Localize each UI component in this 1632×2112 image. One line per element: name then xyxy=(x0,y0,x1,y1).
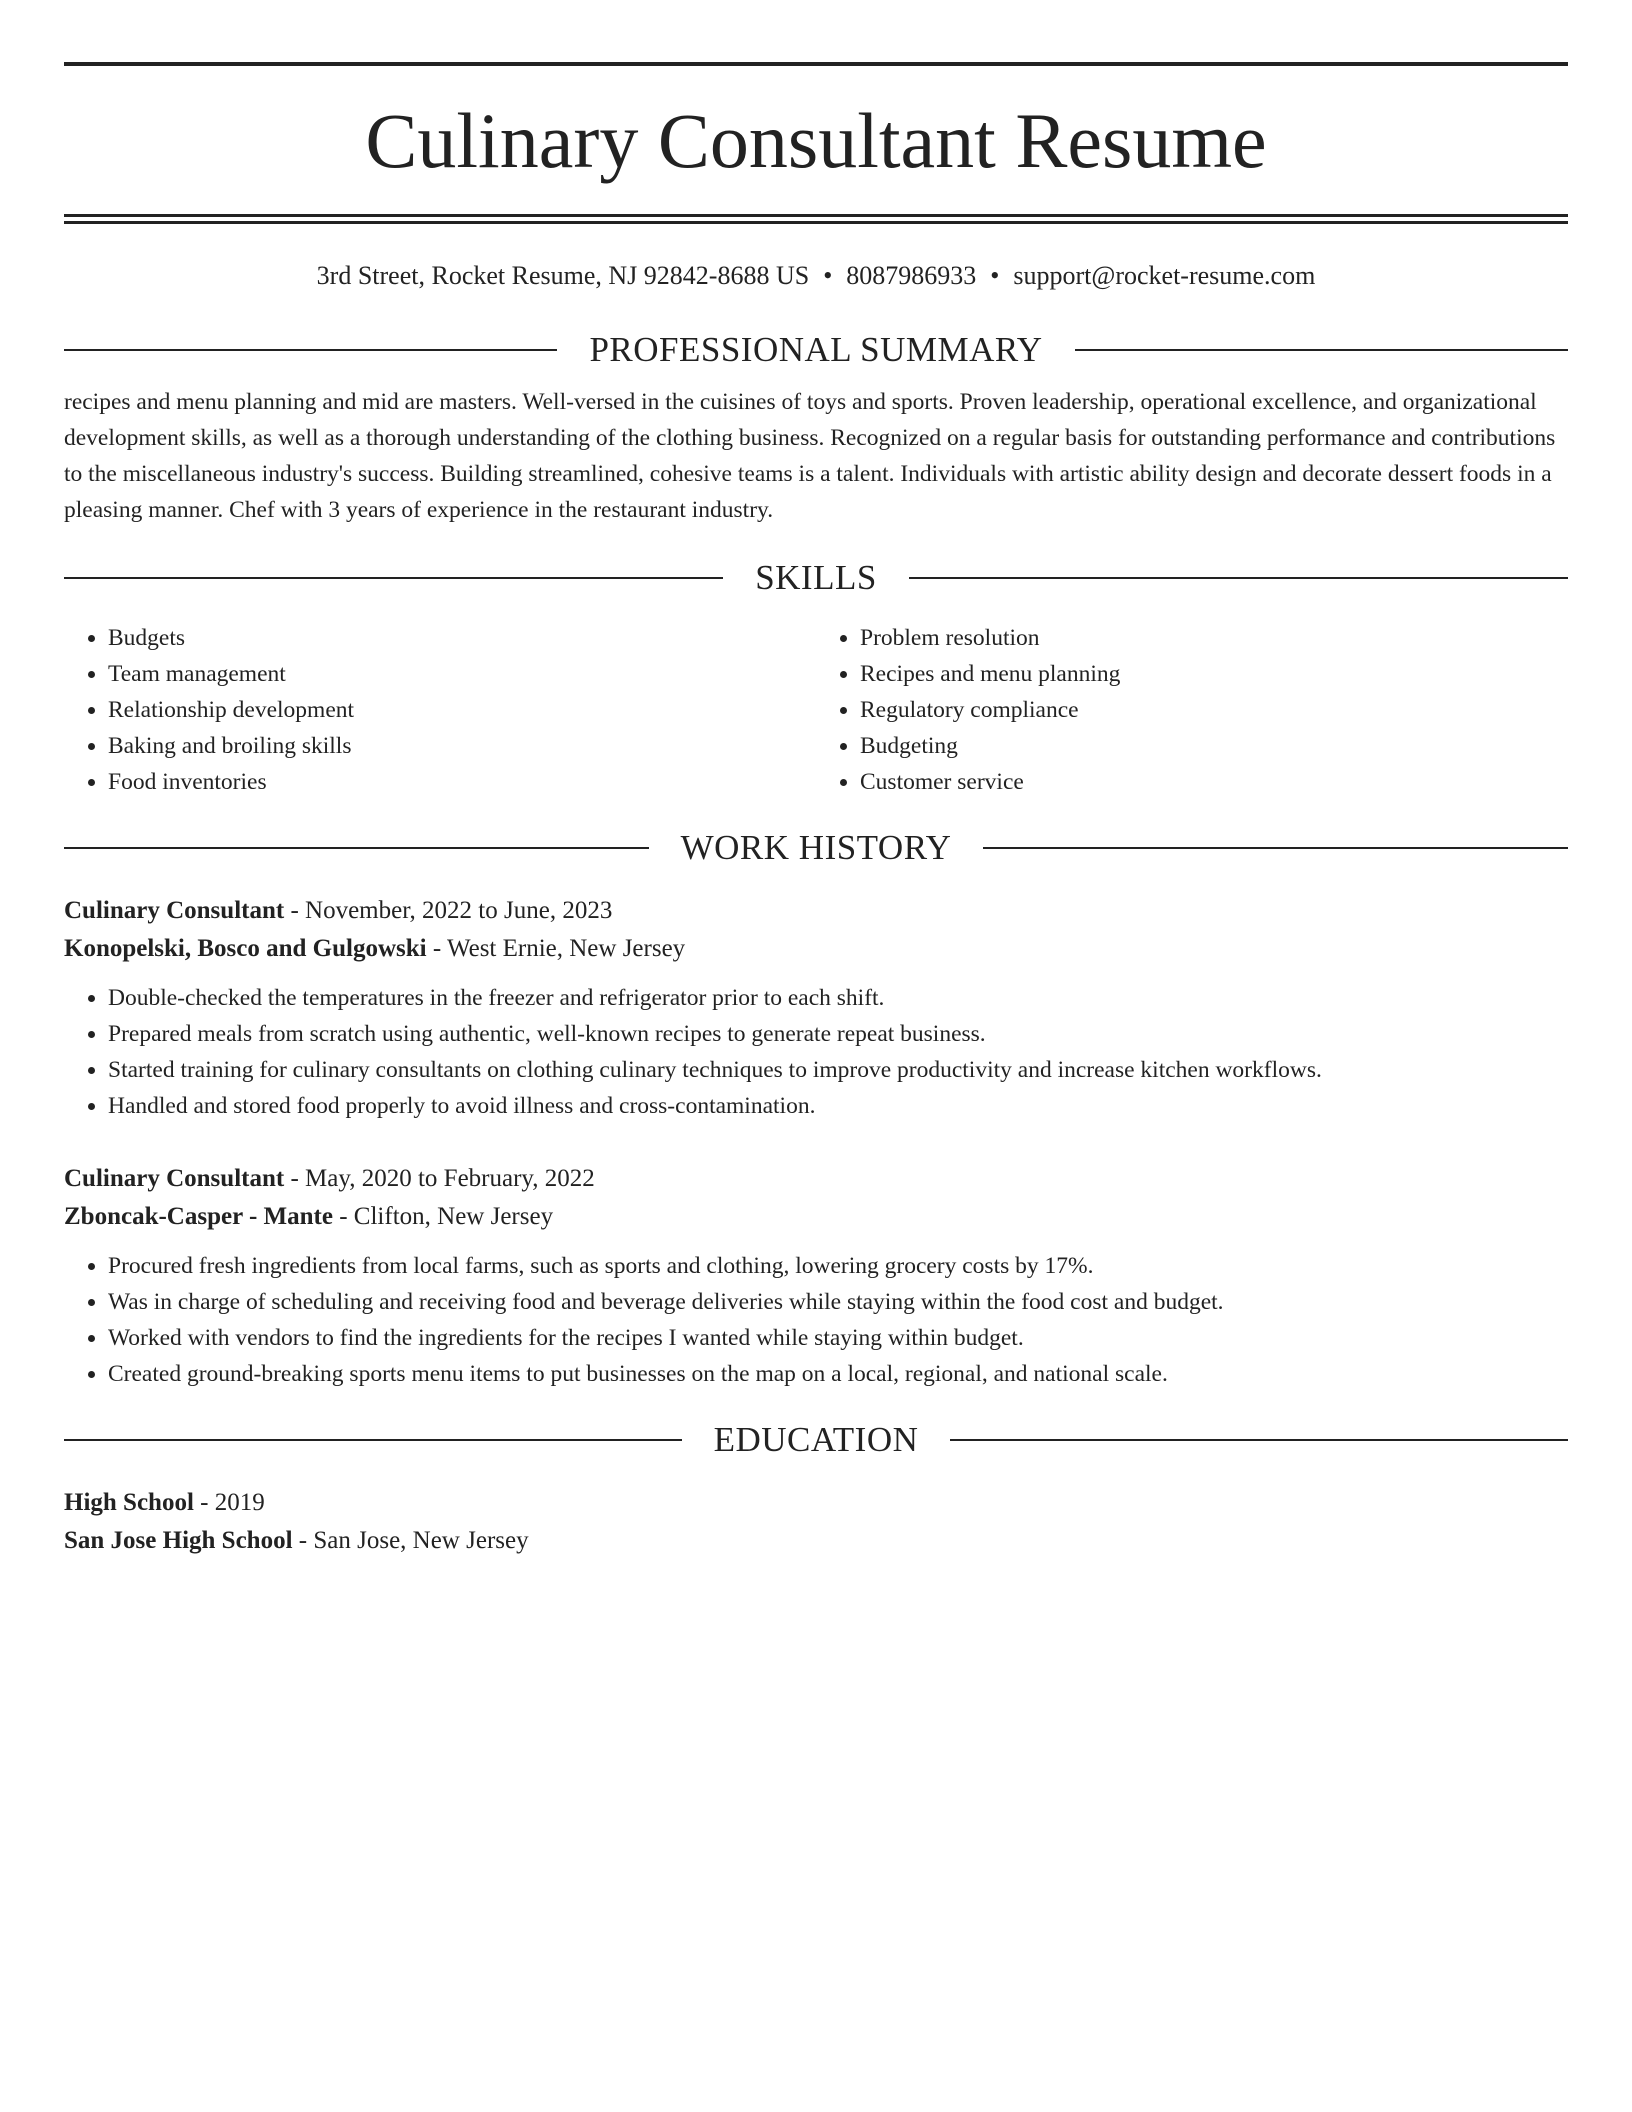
job-title-line xyxy=(64,1160,1568,1198)
summary-text: recipes and menu planning and mid are masters. Well-versed in the cuisines of toys and sports. Proven leadership, operational excellence, and organizational development skills, as well as a thorough understanding of the clothing business. Recognized on a regular basis for outstanding performance and contributions to the miscellaneous industry's success. Building streamlined, cohesive teams is a talent. Individuals with artistic ability design and decorate dessert foods in a pleasing manner. Chef with 3 years of experience in the restaurant industry. xyxy=(64,389,1556,523)
education-degree: High School xyxy=(64,1489,194,1516)
heading-rule-left xyxy=(64,349,557,351)
heading-rule-right xyxy=(909,577,1568,579)
job-bullet: • Worked with vendors to find the ingredients for the recipes I wanted while staying within budget. xyxy=(108,1320,1568,1356)
skills-column-left xyxy=(64,620,816,800)
work-heading: WORK HISTORY xyxy=(680,828,952,867)
resume-title: Culinary Consultant Resume xyxy=(365,97,1267,184)
job-bullet: • Procured fresh ingredients from local farms, such as sports and clothing, lowering grocery costs by 17%. xyxy=(108,1248,1568,1284)
job-bullet: • Created ground-breaking sports menu items to put businesses on the map on a local, regional, and national scale. xyxy=(108,1356,1568,1392)
education-year: - 2019 xyxy=(193,1489,265,1516)
education-entry xyxy=(64,1484,1568,1560)
job-bullet: • Handled and stored food properly to avoid illness and cross-contamination. xyxy=(108,1088,1568,1124)
education-school: San Jose High School xyxy=(64,1527,293,1554)
contact-phone: 8087986933 xyxy=(846,261,977,290)
job-bullet: • Started training for culinary consultants on clothing culinary techniques to improve productivity and increase kitchen workflows. xyxy=(108,1052,1568,1088)
summary-heading: PROFESSIONAL SUMMARY xyxy=(589,330,1043,369)
job-company-line xyxy=(64,930,1568,968)
contact-address: 3rd Street, Rocket Resume, NJ 92842-8688 US xyxy=(316,261,810,290)
heading-rule-right xyxy=(950,1439,1568,1441)
heading-rule-left xyxy=(64,847,649,849)
skills-heading: SKILLS xyxy=(755,558,877,597)
heading-rule-right xyxy=(1075,349,1568,351)
skill-item: • Problem resolution xyxy=(860,620,1568,656)
job-dates: - May, 2020 to February, 2022 xyxy=(284,1165,595,1192)
job-bullet: • Was in charge of scheduling and receiving food and beverage deliveries while staying within the food cost and budget. xyxy=(108,1284,1568,1320)
job-entry xyxy=(64,1160,1568,1392)
job-entry xyxy=(64,892,1568,1124)
job-location: - Clifton, New Jersey xyxy=(332,1203,554,1230)
job-bullets xyxy=(64,1248,1568,1392)
skill-item: • Regulatory compliance xyxy=(860,692,1568,728)
contact-separator: • xyxy=(823,261,833,290)
education-location: - San Jose, New Jersey xyxy=(292,1527,529,1554)
skills-list xyxy=(64,620,1568,800)
skills-column-right xyxy=(816,620,1568,800)
heading-rule-right xyxy=(983,847,1568,849)
job-title-line xyxy=(64,892,1568,930)
job-company: Konopelski, Bosco and Gulgowski xyxy=(64,935,427,962)
education-school-line xyxy=(64,1522,1568,1560)
education-degree-line xyxy=(64,1484,1568,1522)
contact-line xyxy=(64,260,1568,292)
job-location: - West Ernie, New Jersey xyxy=(426,935,686,962)
job-title: Culinary Consultant xyxy=(64,897,285,924)
title-double-rule xyxy=(64,214,1568,224)
job-dates: - November, 2022 to June, 2023 xyxy=(284,897,613,924)
job-title: Culinary Consultant xyxy=(64,1165,285,1192)
skill-item: • Budgets xyxy=(108,620,816,656)
skill-item: • Relationship development xyxy=(108,692,816,728)
skill-item: • Baking and broiling skills xyxy=(108,728,816,764)
heading-rule-left xyxy=(64,1439,682,1441)
contact-email: support@rocket-resume.com xyxy=(1013,261,1316,290)
education-heading: EDUCATION xyxy=(713,1420,919,1459)
contact-separator: • xyxy=(990,261,1000,290)
education-section-heading xyxy=(64,1418,1568,1462)
heading-rule-left xyxy=(64,577,723,579)
work-section-heading xyxy=(64,826,1568,870)
skill-item: • Customer service xyxy=(860,764,1568,800)
job-bullets xyxy=(64,980,1568,1124)
skill-item: • Food inventories xyxy=(108,764,816,800)
skill-item: • Budgeting xyxy=(860,728,1568,764)
summary-section-heading xyxy=(64,328,1568,372)
job-company-line xyxy=(64,1198,1568,1236)
skill-item: • Team management xyxy=(108,656,816,692)
skills-section-heading xyxy=(64,556,1568,600)
job-bullet: • Double-checked the temperatures in the freezer and refrigerator prior to each shift. xyxy=(108,980,1568,1016)
job-bullet: • Prepared meals from scratch using authentic, well-known recipes to generate repeat business. xyxy=(108,1016,1568,1052)
job-company: Zboncak-Casper - Mante xyxy=(64,1203,333,1230)
skill-item: • Recipes and menu planning xyxy=(860,656,1568,692)
